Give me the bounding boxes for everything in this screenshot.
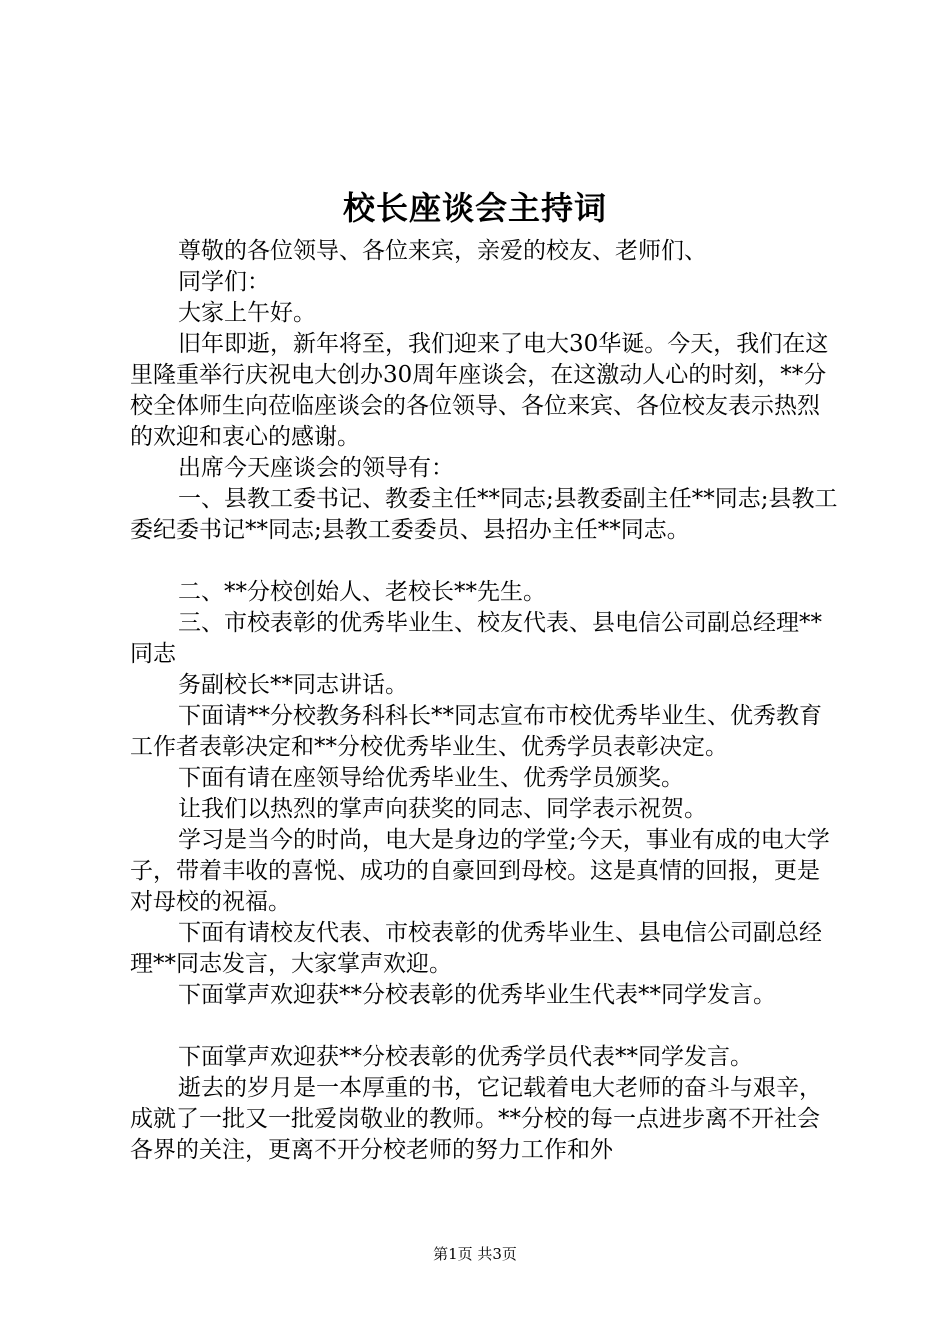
paragraph: 出席今天座谈会的领导有： [178, 455, 454, 481]
paragraph: 学习是当今的时尚，电大是身边的学堂;今天，事业有成的电大学子，带着丰收的喜悦、成功的自豪回到母校。这是真情的回报，更是对母校的祝福。 [130, 827, 830, 915]
document-title: 校长座谈会主持词 [342, 189, 607, 227]
paragraph: 下面掌声欢迎获**分校表彰的优秀学员代表**同学发言。 [178, 1044, 753, 1070]
paragraph: 同学们： [178, 269, 270, 295]
paragraph: 二、**分校创始人、老校长**先生。 [178, 579, 546, 605]
paragraph: 让我们以热烈的掌声向获奖的同志、同学表示祝贺。 [178, 796, 707, 822]
paragraph: 逝去的岁月是一本厚重的书，它记载着电大老师的奋斗与艰辛，成就了一批又一批爱岗敬业的教师。**分校的每一点进步离不开社会各界的关注，更离不开分校老师的努力工作和外 [130, 1075, 822, 1163]
paragraph: 下面掌声欢迎获**分校表彰的优秀毕业生代表**同学发言。 [178, 982, 776, 1008]
paragraph: 三、市校表彰的优秀毕业生、校友代表、县电信公司副总经理**同志 [130, 610, 822, 667]
paragraph: 下面有请在座领导给优秀毕业生、优秀学员颁奖。 [178, 765, 684, 791]
paragraph: 大家上午好。 [178, 300, 316, 326]
paragraph: 一、县教工委书记、教委主任**同志;县教委副主任**同志;县教工委纪委书记**同志;县教工委委员、县招办主任**同志。 [130, 486, 838, 543]
paragraph: 尊敬的各位领导、各位来宾，亲爱的校友、老师们、 [178, 238, 707, 264]
document-body [130, 236, 840, 1166]
blank-line [130, 1011, 840, 1042]
page-footer: 第1页 共3页 [433, 1245, 517, 1263]
paragraph: 下面有请校友代表、市校表彰的优秀毕业生、县电信公司副总经理**同志发言，大家掌声欢迎。 [130, 920, 822, 977]
paragraph: 旧年即逝，新年将至，我们迎来了电大30华诞。今天，我们在这里隆重举行庆祝电大创办30周年座谈会，在这激动人心的时刻，**分校全体师生向莅临座谈会的各位领导、各位来宾、各位校友表示热烈的欢迎和衷心的感谢。 [130, 331, 829, 450]
blank-line [130, 546, 840, 577]
paragraph: 下面请**分校教务科科长**同志宣布市校优秀毕业生、优秀教育工作者表彰决定和**分校优秀毕业生、优秀学员表彰决定。 [130, 703, 822, 760]
paragraph: 务副校长**同志讲话。 [178, 672, 408, 698]
